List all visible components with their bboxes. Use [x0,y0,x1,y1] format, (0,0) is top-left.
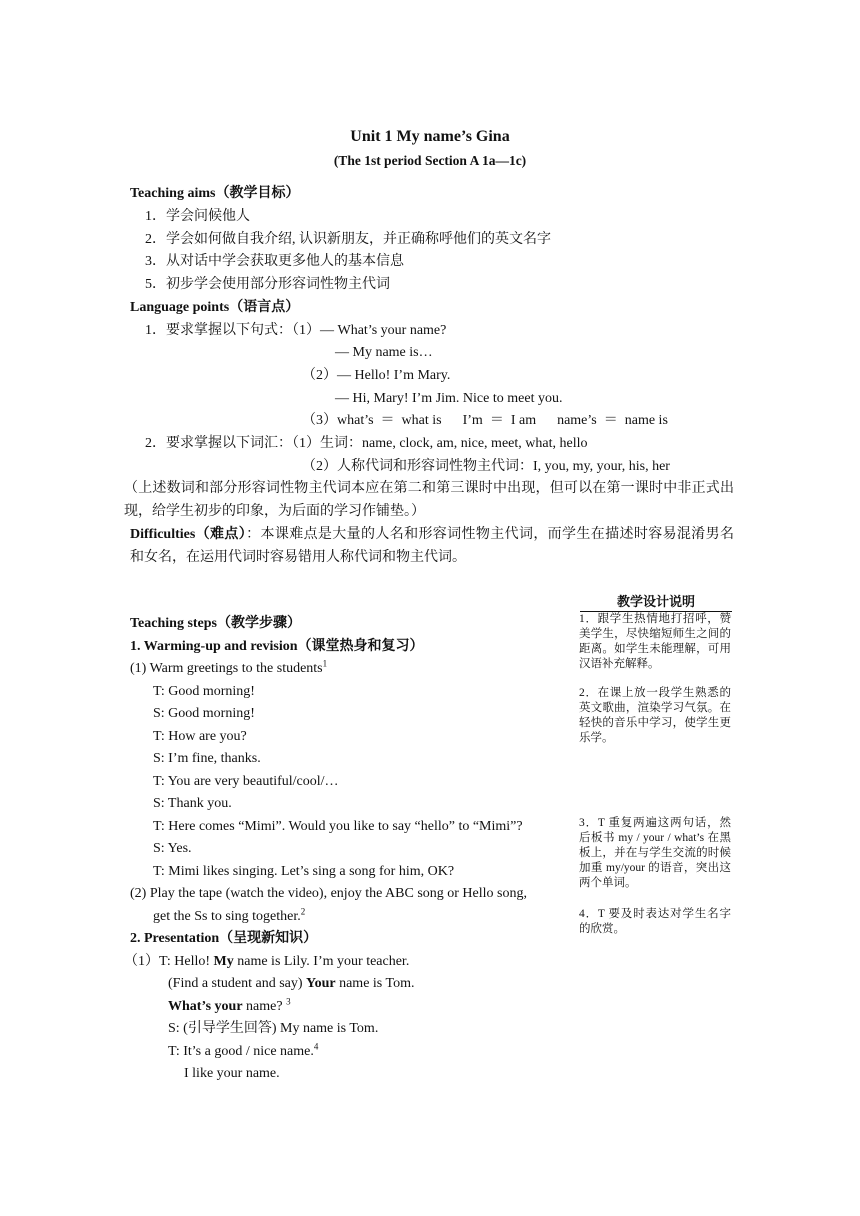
side-note: 3．T 重复两遍这两句话，然后板书 my / your / what’s 在黑板上，并在与学生交流的时候加重 my/your 的语音，突出这两个单词。 [579,817,731,889]
warming-up-heading: 1. Warming-up and revision（课堂热身和复习） [130,639,424,654]
aim-item: 1．学会问候他人 [145,209,250,224]
dialog-line: S: Good morning! [153,706,255,721]
language-point: （2）人称代词和形容词性物主代词：I, you, my, your, his, her [302,459,670,474]
language-point: 1．要求掌握以下句式：（1）— What’s your name? [145,323,447,338]
aim-item: 5．初步学会使用部分形容词性物主代词 [145,277,390,292]
side-note: 1．跟学生热情地打招呼，赞美学生，尽快缩短师生之间的距离。如学生未能理解，可用汉语补充解释。 [579,613,731,670]
dialog-line: T: Mimi likes singing. Let’s sing a song for him, OK? [153,864,455,879]
presentation-line: I like your name. [184,1066,280,1081]
document-title: Unit 1 My name’s Gina [350,128,510,145]
teaching-aims-heading: Teaching aims（教学目标） [130,186,300,201]
side-note: 4．T 要及时表达对学生名字的欣赏。 [579,908,731,935]
language-point: （2）— Hello! I’m Mary. [302,368,451,383]
footnote-ref: 4 [313,1041,319,1052]
dialog-line: S: Thank you. [153,796,232,811]
language-point: — My name is… [335,345,433,360]
note-paragraph: （上述数词和部分形容词性物主代词本应在第二和第三课时中出现，但可以在第一课时中非正式出现，给学生初步的印象，为后面的学习作铺垫。） [124,481,734,519]
footnote-ref: 1 [322,658,328,669]
dialog-line: T: You are very beautiful/cool/… [153,774,339,789]
warm-item: (1) Warm greetings to the students$^1$ [130,658,328,676]
language-point: 2．要求掌握以下词汇：（1）生词：name, clock, am, nice, meet, what, hello [145,436,588,451]
document-subtitle: (The 1st period Section A 1a—1c) [333,153,527,168]
dialog-line: T: Good morning! [153,684,255,699]
difficulties-paragraph [130,524,734,569]
presentation-line: （1）T: Hello! My name is Lily. I’m your teacher. [124,954,410,969]
presentation-line: What’s your name? $^3$ [168,996,291,1014]
side-note: 2．在课上放一段学生熟悉的英文歌曲，渲染学习气氛。在轻快的音乐中学习，使学生更乐学。 [579,687,731,744]
difficulties-label: Difficulties（难点） [130,527,247,542]
presentation-line: S: (引导学生回答) My name is Tom. [168,1021,379,1036]
language-points-heading: Language points（语言点） [130,300,300,315]
difficulties-text: ：本课难点是大量的人名和形容词性物主代词，而学生在描述时容易混淆男名和女名，在运用代词时容易错用人称代词和物主代词。 [130,527,734,565]
dialog-line: S: I’m fine, thanks. [153,751,261,766]
footnote-ref: 2 [300,906,306,917]
teaching-steps-heading: Teaching steps（教学步骤） [130,616,302,631]
aim-item: 3．从对话中学会获取更多他人的基本信息 [145,254,404,269]
warm-item-cont: get the Ss to sing together.$^2$ [153,906,306,924]
language-point: （3）what’s ＝ what is I’m ＝ I am name’s ＝ name is [302,413,668,428]
aim-item: 2．学会如何做自我介绍, 认识新朋友，并正确称呼他们的英文名字 [145,232,551,247]
language-point: — Hi, Mary! I’m Jim. Nice to meet you. [335,391,563,406]
dialog-line: S: Yes. [153,841,192,856]
footnote-ref: 3 [286,996,291,1007]
dialog-line: T: How are you? [153,729,247,744]
presentation-line: T: It’s a good / nice name.$^4$ [168,1041,319,1059]
presentation-heading: 2. Presentation（呈现新知识） [130,931,318,946]
dialog-line: T: Here comes “Mimi”. Would you like to say “hello” to “Mimi”? [153,819,523,834]
side-notes-heading: 教学设计说明 [580,591,732,612]
presentation-line: (Find a student and say) Your name is Tom. [168,976,415,991]
warm-item: (2) Play the tape (watch the video), enjoy the ABC song or Hello song, [130,886,527,901]
